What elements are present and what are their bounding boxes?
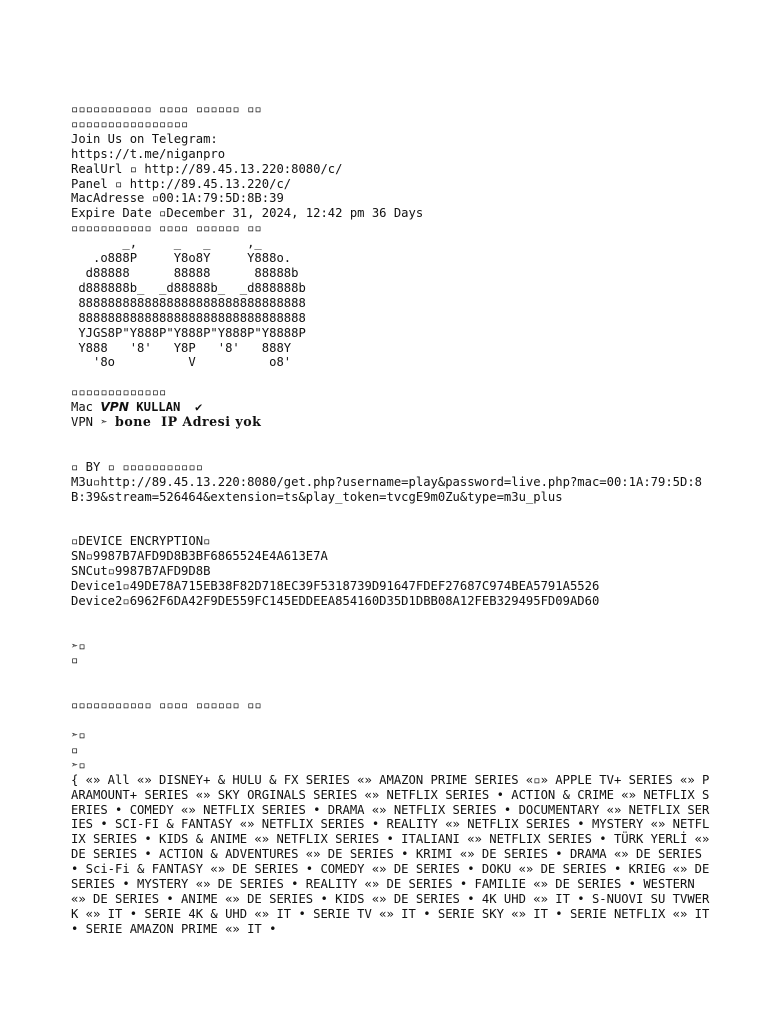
telegram-link[interactable]: https://t.me/niganpro — [71, 146, 226, 161]
vpn-prefix: VPN ➣ — [71, 415, 116, 430]
banner-subtitle: ▫▫▫▫▫▫▫▫▫▫▫▫▫▫▫▫ — [71, 116, 189, 131]
banner-top: ▫▫▫▫▫▫▫▫▫▫▫ ▫▫▫▫ ▫▫▫▫▫▫ ▫▫ — [71, 102, 262, 116]
spacer — [71, 609, 711, 639]
m3u-link[interactable]: M3u▫http://89.45.13.220:8080/get.php?username=play&password=live.php?mac=00:1A:79:5D:8B:39&stream=526464&extension=ts&play_token=tvcgE9m0Zu&type=m3u_plus — [71, 474, 703, 504]
kullan-text: KULLAN ✔ — [128, 400, 203, 415]
panel-line: Panel ▫ http://89.45.13.220/c/ — [71, 176, 292, 191]
device2-line: Device2▫6962F6DA42F9DE559FC145EDDEEA854160D35D1DBB08A12FEB329495FD09AD60 — [71, 593, 600, 608]
arrow-marker: ➣▫ — [71, 727, 86, 742]
mac-vpn-line — [71, 400, 711, 415]
spacer — [71, 430, 711, 460]
device1-line: Device1▫49DE78A715EB38F82D718EC39F5318739D91647FDEF27687C974BEA5791A5526 — [71, 578, 600, 593]
ascii-art-line: '8o V o8' — [71, 355, 292, 370]
box-marker: ▫ — [71, 653, 79, 668]
vpn-status: bone IP Adresi yok — [115, 414, 262, 430]
ascii-art-line: Y888 '8' Y8P '8' 888Y — [71, 340, 292, 355]
ascii-art — [71, 236, 711, 370]
spacer — [71, 668, 711, 698]
banner-bottom: ▫▫▫▫▫▫▫▫▫▫▫ ▫▫▫▫ ▫▫▫▫▫▫ ▫▫ — [71, 698, 262, 713]
ascii-art-line: 8888888888888888888888888888888 — [71, 310, 306, 325]
mac-prefix: Mac — [71, 400, 101, 415]
real-url-line: RealUrl ▫ http://89.45.13.220:8080/c/ — [71, 161, 343, 176]
encryption-heading: ▫DEVICE ENCRYPTION▫ — [71, 534, 211, 549]
document-body — [71, 102, 711, 937]
sncut-line: SNCut▫9987B7AFD9D8B — [71, 564, 211, 579]
banner-middle: ▫▫▫▫▫▫▫▫▫▫▫ ▫▫▫▫ ▫▫▫▫▫▫ ▫▫ — [71, 221, 262, 236]
vpn-status-line — [71, 415, 711, 430]
telegram-label: Join Us on Telegram: — [71, 131, 218, 146]
arrow-marker: ➣▫ — [71, 638, 86, 653]
ascii-art-line: YJGS8P"Y888P"Y888P"Y888P"Y8888P — [71, 325, 306, 340]
mac-address-line: MacAdresse ▫00:1A:79:5D:8B:39 — [71, 191, 284, 206]
ascii-art-line: .o888P Y8o8Y Y888o. — [71, 251, 292, 266]
category-list: { «» All «» DISNEY+ & HULU & FX SERIES «» AMAZON PRIME SERIES «▫» APPLE TV+ SERIES «» PARAMOUNT+ SERIES «» SKY ORGINALS SERIES «» NETFLIX SERIES • ACTION & CRIME «» NETFLIX SERIES • COMEDY «» NETFLIX SERIES • DRAMA «» NETFLIX SERIES • DOCUMENTARY «» NETFLIX SERIES • SCI-FI & FANTASY «» NETFLIX SERIES • REALITY «» NETFLIX SERIES • MYSTERY «» NETFLIX SERIES • KIDS & ANIME «» NETFLIX SERIES • ITALIANI «» NETFLIX SERIES • TÜRK YERLİ «» DE SERIES • ACTION & ADVENTURES «» DE SERIES • KRIMI «» DE SERIES • DRAMA «» DE SERIES • Sci-Fi & FANTASY «» DE SERIES • COMEDY «» DE SERIES • DOKU «» DE SERIES • KRIEG «» DE SERIES • MYSTERY «» DE SERIES • REALITY «» DE SERIES • FAMILIE «» DE SERIES • WESTERN «» DE SERIES • ANIME «» DE SERIES • KIDS «» DE SERIES • 4K UHD «» IT • S-NUOVI SU TVWERK «» IT • SERIE 4K & UHD «» IT • SERIE TV «» IT • SERIE SKY «» IT • SERIE NETFLIX «» IT • SERIE AMAZON PRIME «» IT • — [71, 772, 710, 936]
expire-date-line: Expire Date ▫December 31, 2024, 12:42 pm 36 Days — [71, 206, 424, 221]
ascii-art-line: d888888b_ _d88888b_ _d888888b — [71, 280, 306, 295]
vpn-heading: ▫▫▫▫▫▫▫▫▫▫▫▫▫ — [71, 385, 167, 400]
ascii-art-line: _, _ _ ,_ — [71, 236, 262, 251]
sn-line: SN▫9987B7AFD9D8B3BF6865524E4A613E7A — [71, 549, 328, 564]
arrow-marker: ➣▫ — [71, 757, 86, 772]
ascii-art-line: 8888888888888888888888888888888 — [71, 295, 306, 310]
by-line: ▫ BY ▫ ▫▫▫▫▫▫▫▫▫▫▫ — [71, 459, 204, 474]
ascii-art-line: d88888 88888 88888b — [71, 265, 299, 280]
spacer — [71, 504, 711, 534]
box-marker: ▫ — [71, 742, 79, 757]
vpn-word: VPN — [100, 400, 129, 415]
spacer — [71, 370, 711, 385]
spacer — [71, 713, 711, 728]
